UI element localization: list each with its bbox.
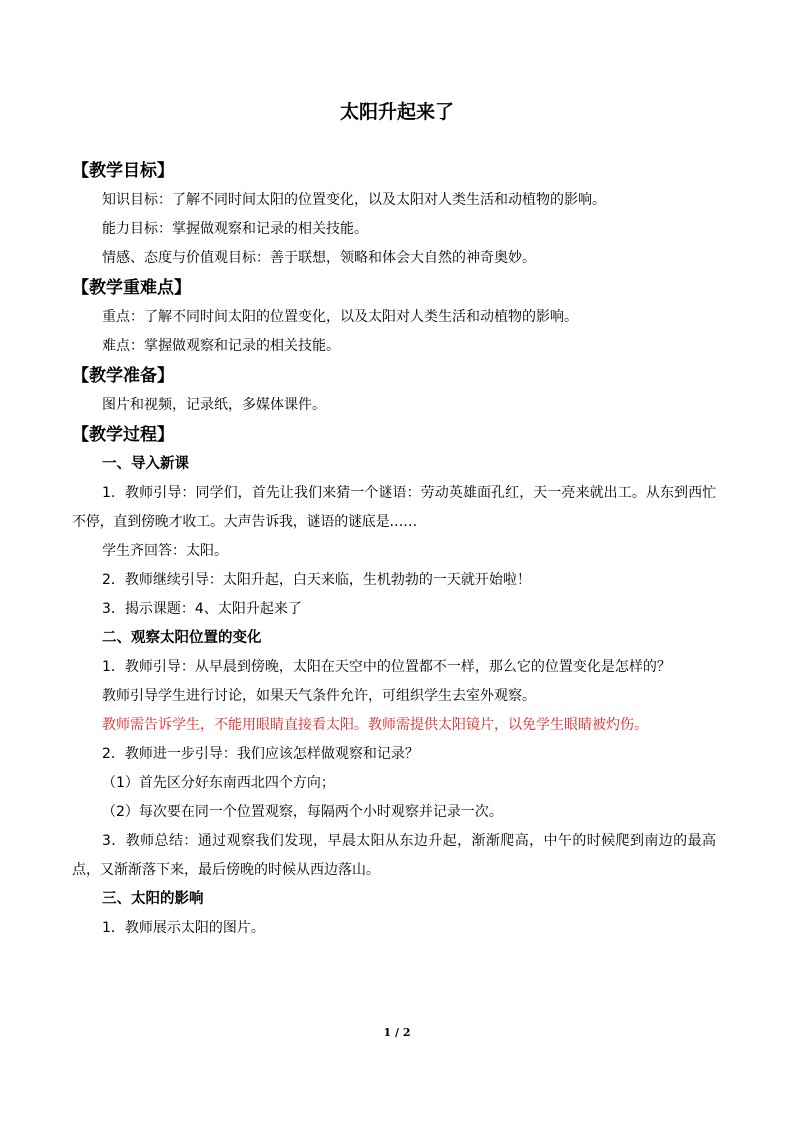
process-part1-paragraph: 学生齐回答：太阳。 [102,543,228,559]
process-part2-paragraph: 教师引导学生进行讨论，如果天气条件允许，可组织学生去室外观察。 [102,688,536,704]
section-heading-preparation: 【教学准备】 [72,366,174,386]
process-part2-paragraph: （2）每次要在同一个位置观察，每隔两个小时观察并记录一次。 [102,804,503,820]
section-heading-objectives: 【教学目标】 [72,161,174,181]
process-part1-paragraph: 2．教师继续引导：太阳升起，白天来临，生机勃勃的一天就开始啦！ [102,572,531,588]
process-part2-title: 二、观察太阳位置的变化 [102,630,262,646]
section-heading-process: 【教学过程】 [72,425,174,445]
process-part2-paragraph: 1．教师引导：从早晨到傍晚，太阳在天空中的位置都不一样，那么它的位置变化是怎样的？ [102,659,671,675]
process-part3-paragraph: 1．教师展示太阳的图片。 [102,920,265,936]
page-number: 1 / 2 [383,1026,411,1039]
process-part2-paragraph: （1）首先区分好东南西北四个方向； [102,775,335,791]
process-part1-title: 一、导入新课 [102,456,189,472]
objective-attitude: 情感、态度与价值观目标：善于联想，领略和体会大自然的神奇奥妙。 [102,250,536,266]
preparation-materials: 图片和视频，记录纸，多媒体课件。 [102,397,326,413]
process-part2-paragraph: 2．教师进一步引导：我们应该怎样做观察和记录？ [102,746,419,762]
process-part3-title: 三、太阳的影响 [102,891,204,907]
objective-ability: 能力目标：掌握做观察和记录的相关技能。 [102,221,368,237]
document-title: 太阳升起来了 [339,101,454,123]
safety-warning-text: 教师需告诉学生，不能用眼睛直接看太阳。教师需提供太阳镜片，以免学生眼睛被灼伤。 [102,717,648,733]
process-part1-paragraph: 1．教师引导：同学们，首先让我们来猜一个谜语：劳动英雄面孔红，天一亮来就出工。从东到西忙不停，直到傍晚才收工。大声告诉我，谜语的谜底是…… [72,485,716,530]
document-body [72,156,716,943]
key-point-focus: 重点：了解不同时间太阳的位置变化，以及太阳对人类生活和动植物的影响。 [102,309,578,325]
process-part2-paragraph: 3．教师总结：通过观察我们发现，早晨太阳从东边升起，渐渐爬高，中午的时候爬到南边的最高点，又渐渐落下来，最后傍晚的时候从西边落山。 [72,833,716,878]
objective-knowledge: 知识目标：了解不同时间太阳的位置变化，以及太阳对人类生活和动植物的影响。 [102,192,606,208]
section-heading-key-points: 【教学重难点】 [72,278,191,298]
process-part1-paragraph: 3．揭示课题：4、太阳升起来了 [102,601,302,617]
key-point-difficulty: 难点：掌握做观察和记录的相关技能。 [102,338,340,354]
